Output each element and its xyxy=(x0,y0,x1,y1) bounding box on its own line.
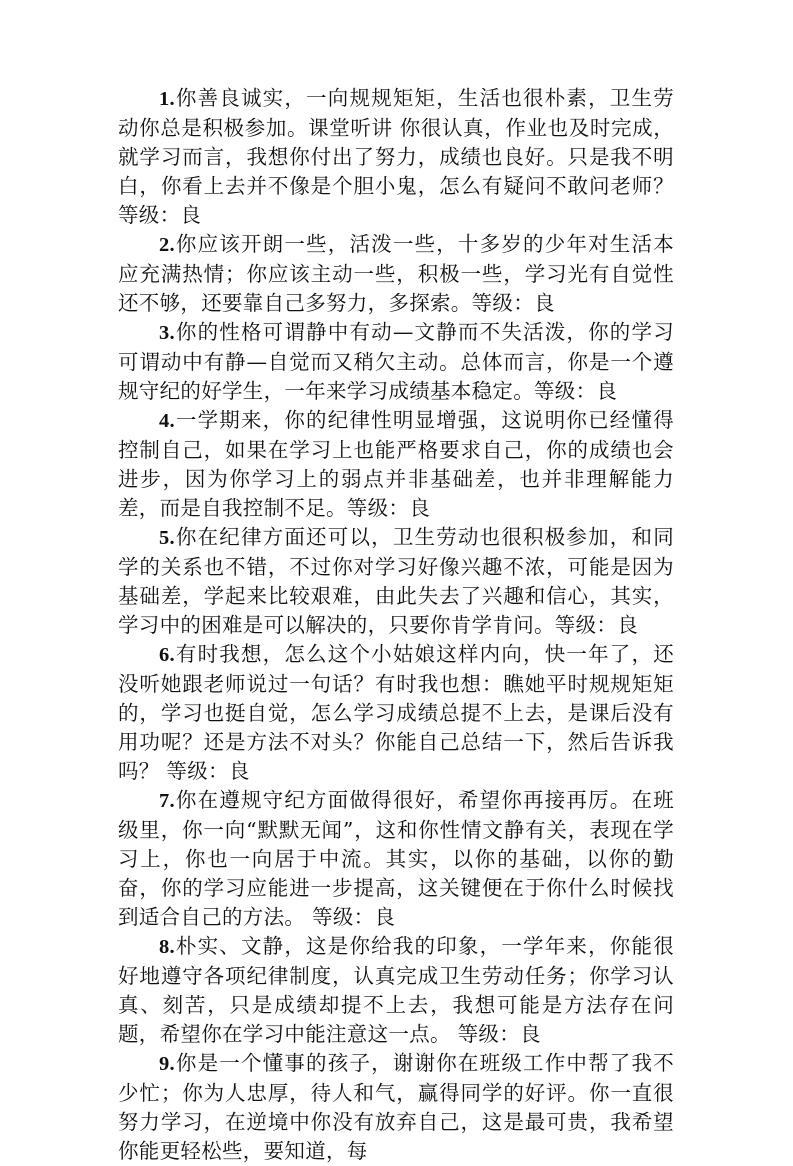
paragraph-number: 7. xyxy=(159,790,175,812)
paragraph-text: 你应该开朗一些，活泼一些，十多岁的少年对生活本应充满热情；你应该主动一些，积极一些，学习光有自觉性还不够，还要靠自己多努力，多探索。等级：良 xyxy=(118,232,674,315)
paragraph-text: 你在纪律方面还可以，卫生劳动也很积极参加，和同学的关系也不错，不过你对学习好像兴趣不浓，可能是因为基础差，学起来比较艰难，由此失去了兴趣和信心，其实，学习中的困难是可以解决的，只要你肯学肯问。等级：良 xyxy=(118,525,674,637)
comment-paragraph-3 xyxy=(118,318,674,406)
paragraph-number: 8. xyxy=(159,936,175,958)
paragraph-text: 你是一个懂事的孩子，谢谢你在班级工作中帮了我不少忙；你为人忠厚，待人和气，赢得同学的好评。你一直很努力学习，在逆境中你没有放弃自己，这是最可贵，我希望你能更轻松些，要知道，每 xyxy=(118,1051,674,1163)
paragraph-number: 1. xyxy=(159,88,175,110)
comment-paragraph-9 xyxy=(118,1049,674,1166)
comment-paragraph-6 xyxy=(118,640,674,786)
paragraph-text: 有时我想，怎么这个小姑娘这样内向，快一年了，还没听她跟老师说过一句话？有时我也想：瞧她平时规规矩矩的，学习也挺自觉，怎么学习成绩总提不上去，是课后没有用功呢？还是方法不对头？你能自己总结一下，然后告诉我吗？ 等级：良 xyxy=(118,642,674,783)
paragraph-number: 4. xyxy=(159,410,175,432)
comment-paragraph-2 xyxy=(118,230,674,318)
comment-paragraph-7 xyxy=(118,786,674,932)
paragraph-number: 2. xyxy=(159,234,175,256)
paragraph-text: 一学期来，你的纪律性明显增强，这说明你已经懂得控制自己，如果在学习上也能严格要求自己，你的成绩也会进步，因为你学习上的弱点并非基础差，也并非理解能力差，而是自我控制不足。等级：良 xyxy=(118,408,674,520)
paragraph-text: 朴实、文静，这是你给我的印象，一学年来，你能很好地遵守各项纪律制度，认真完成卫生劳动任务；你学习认真、刻苦，只是成绩却提不上去，我想可能是方法存在问题，希望你在学习中能注意这一点。 等级：良 xyxy=(118,934,674,1046)
comment-paragraph-4 xyxy=(118,406,674,523)
paragraph-text: 你在遵规守纪方面做得很好，希望你再接再厉。在班级里，你一向“默默无闻”，这和你性情文静有关，表现在学习上，你也一向居于中流。其实，以你的基础，以你的勤奋，你的学习应能进一步提高，这关键便在于你什么时候找到适合自己的方法。 等级：良 xyxy=(118,788,674,929)
paragraph-number: 5. xyxy=(159,527,175,549)
comment-paragraph-5 xyxy=(118,523,674,640)
document-page xyxy=(118,84,674,1166)
paragraph-number: 6. xyxy=(159,644,175,666)
paragraph-text: 你的性格可谓静中有动—文静而不失活泼，你的学习可谓动中有静—自觉而又稍欠主动。总体而言，你是一个遵规守纪的好学生，一年来学习成绩基本稳定。等级：良 xyxy=(118,320,674,403)
paragraph-number: 3. xyxy=(159,322,175,344)
paragraph-number: 9. xyxy=(159,1053,175,1075)
paragraph-text: 你善良诚实，一向规规矩矩，生活也很朴素，卫生劳动你总是积极参加。课堂听讲 你很认真，作业也及时完成，就学习而言，我想你付出了努力，成绩也良好。只是我不明白，你看上去并不像是个胆小鬼，怎么有疑问不敢问老师？等级：良 xyxy=(118,86,674,227)
comment-paragraph-1 xyxy=(118,84,674,230)
comment-paragraph-8 xyxy=(118,932,674,1049)
